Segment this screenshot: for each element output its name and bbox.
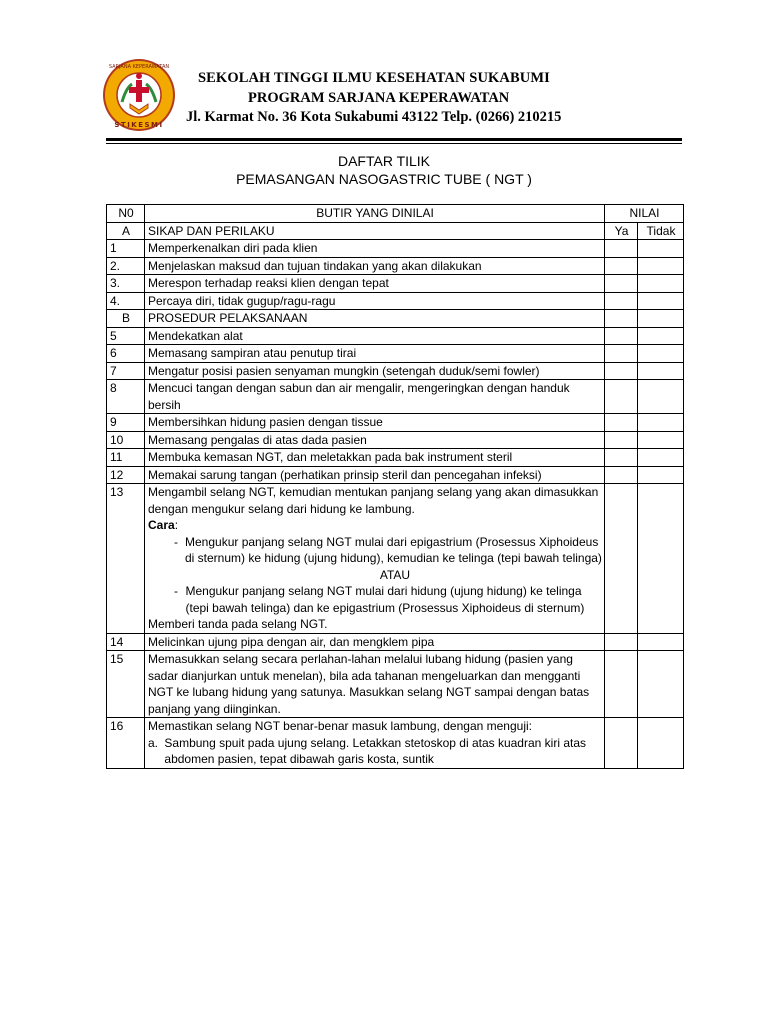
col-header-nilai: NILAI (605, 205, 684, 223)
tidak-cell[interactable] (638, 327, 684, 345)
atau-separator: ATAU (379, 567, 411, 582)
row-number: 13 (107, 484, 145, 634)
tidak-cell[interactable] (638, 257, 684, 275)
col-header-item: BUTIR YANG DINILAI (145, 205, 605, 223)
document-subtitle: PEMASANGAN NASOGASTRIC TUBE ( NGT ) (236, 171, 532, 187)
row-number: 7 (107, 362, 145, 380)
svg-text:STIKESMI: STIKESMI (114, 121, 164, 129)
table-row (107, 240, 684, 258)
header-rule-thick (106, 138, 682, 141)
col-header-ya: Ya (605, 222, 638, 240)
ya-cell[interactable] (605, 484, 638, 634)
row-number: 14 (107, 633, 145, 651)
row-number: 6 (107, 345, 145, 363)
tidak-cell[interactable] (638, 633, 684, 651)
tidak-cell[interactable] (638, 240, 684, 258)
row-number: 10 (107, 431, 145, 449)
ya-cell[interactable] (605, 651, 638, 718)
cara-label: Cara (148, 518, 175, 532)
checklist-table (106, 204, 684, 769)
table-header-row (107, 205, 684, 223)
row-text: Mencuci tangan dengan sabun dan air mengalir, mengeringkan dengan handuk bersih (145, 380, 605, 414)
ya-cell[interactable] (605, 718, 638, 769)
table-row (107, 345, 684, 363)
tidak-cell[interactable] (638, 431, 684, 449)
program-name: PROGRAM SARJANA KEPERAWATAN (248, 90, 510, 106)
table-row (107, 292, 684, 310)
table-row (107, 633, 684, 651)
tidak-cell[interactable] (638, 380, 684, 414)
tidak-cell[interactable] (638, 275, 684, 293)
document-title: DAFTAR TILIK (337, 153, 431, 169)
cara-line (148, 517, 602, 534)
col-header-no: N0 (107, 205, 145, 223)
ya-cell[interactable] (605, 633, 638, 651)
table-row (107, 431, 684, 449)
institution-address: Jl. Karmat No. 36 Kota Sukabumi 43122 Telp. (0266) 210215 (186, 109, 562, 125)
row-text-13 (145, 484, 605, 634)
section-label: PROSEDUR PELAKSANAAN (145, 310, 605, 328)
institution-name: SEKOLAH TINGGI ILMU KESEHATAN SUKABUMI (198, 70, 550, 86)
section-code: A (107, 222, 145, 240)
measure-option-2 (148, 583, 602, 616)
row-number: 5 (107, 327, 145, 345)
ya-cell[interactable] (605, 240, 638, 258)
row-number: 9 (107, 414, 145, 432)
tidak-cell[interactable] (638, 292, 684, 310)
section-label: SIKAP DAN PERILAKU (145, 222, 605, 240)
row-16-intro: Memastikan selang NGT benar-benar masuk lambung, dengan menguji: (148, 719, 532, 733)
row-text: Memasang pengalas di atas dada pasien (145, 431, 605, 449)
row-text: Mengatur posisi pasien senyaman mungkin (setengah duduk/semi fowler) (145, 362, 605, 380)
sub-item-marker: a. (148, 735, 159, 750)
table-row (107, 484, 684, 634)
table-row (107, 275, 684, 293)
tidak-cell[interactable] (638, 651, 684, 718)
cara-colon: : (174, 518, 179, 532)
row-number: 3. (107, 275, 145, 293)
option-text: Mengukur panjang selang NGT mulai dari hidung (ujung hidung) ke telinga (tepi bawah telinga) dan ke epigastrium (Prosessus Xiphoideus di sternum) (185, 584, 585, 615)
table-row (107, 257, 684, 275)
table-row (107, 380, 684, 414)
dash-marker: - (174, 534, 178, 549)
ya-cell[interactable] (605, 292, 638, 310)
row-number: 16 (107, 718, 145, 769)
tidak-cell[interactable] (638, 362, 684, 380)
tidak-cell[interactable] (638, 484, 684, 634)
sub-item-text: Sambung spuit pada ujung selang. Letakkan stetoskop di atas kuadran kiri atas abdomen pasien, tepat dibawah garis kosta, suntik (164, 735, 586, 766)
row-number: 12 (107, 466, 145, 484)
tidak-cell (638, 310, 684, 328)
ya-cell[interactable] (605, 345, 638, 363)
ya-cell[interactable] (605, 275, 638, 293)
ya-cell[interactable] (605, 380, 638, 414)
ya-cell (605, 310, 638, 328)
row-13-intro: Mengambil selang NGT, kemudian mentukan panjang selang yang akan dimasukkan dengan mengukur selang dari hidung ke lambung. (148, 485, 599, 516)
sub-item-a (148, 735, 602, 768)
svg-text:SARJANA KEPERAWATAN: SARJANA KEPERAWATAN (108, 64, 170, 70)
row-text: Merespon terhadap reaksi klien dengan tepat (145, 275, 605, 293)
row-13-closing: Memberi tanda pada selang NGT. (148, 617, 328, 631)
ya-cell[interactable] (605, 414, 638, 432)
row-text: Memasukkan selang secara perlahan-lahan melalui lubang hidung (pasien yang sadar dianjurkan untuk menelan), bila ada tahanan mengeluarkan dan mengganti NGT ke lubang hidung yang satunya. Masukkan selang NGT sampai dengan batas panjang yang diinginkan. (145, 651, 605, 718)
ya-cell[interactable] (605, 257, 638, 275)
tidak-cell[interactable] (638, 414, 684, 432)
ya-cell[interactable] (605, 431, 638, 449)
institution-seal-icon (102, 58, 176, 132)
row-number: 8 (107, 380, 145, 414)
row-text: Percaya diri, tidak gugup/ragu-ragu (145, 292, 605, 310)
option-text: Mengukur panjang selang NGT mulai dari epigastrium (Prosessus Xiphoideus di sternum) ke hidung (ujung hidung), kemudian ke telinga (tepi bawah telinga) (185, 534, 602, 565)
section-row-a (107, 222, 684, 240)
row-number: 1 (107, 240, 145, 258)
dash-marker: - (174, 584, 178, 598)
row-text: Memasang sampiran atau penutup tirai (145, 345, 605, 363)
ya-cell[interactable] (605, 327, 638, 345)
row-number: 11 (107, 449, 145, 467)
tidak-cell[interactable] (638, 345, 684, 363)
table-row (107, 362, 684, 380)
row-text: Membuka kemasan NGT, dan meletakkan pada bak instrument steril (145, 449, 605, 467)
ya-cell[interactable] (605, 449, 638, 467)
row-number: 4. (107, 292, 145, 310)
table-row (107, 414, 684, 432)
table-row (107, 718, 684, 769)
letterhead (0, 52, 768, 132)
row-text: Membersihkan hidung pasien dengan tissue (145, 414, 605, 432)
row-text-16 (145, 718, 605, 769)
row-text: Memakai sarung tangan (perhatikan prinsip steril dan pencegahan infeksi) (145, 466, 605, 484)
row-text: Menjelaskan maksud dan tujuan tindakan yang akan dilakukan (145, 257, 605, 275)
section-row-b (107, 310, 684, 328)
row-text: Melicinkan ujung pipa dengan air, dan mengklem pipa (145, 633, 605, 651)
col-header-tidak: Tidak (638, 222, 684, 240)
row-text: Memperkenalkan diri pada klien (145, 240, 605, 258)
row-number: 2. (107, 257, 145, 275)
row-number: 15 (107, 651, 145, 718)
ya-cell[interactable] (605, 362, 638, 380)
tidak-cell[interactable] (638, 449, 684, 467)
table-row (107, 466, 684, 484)
measure-option-1 (148, 534, 602, 567)
header-rule-thin (106, 143, 682, 144)
row-text: Mendekatkan alat (145, 327, 605, 345)
tidak-cell[interactable] (638, 466, 684, 484)
ya-cell[interactable] (605, 466, 638, 484)
section-code: B (107, 310, 145, 328)
table-row (107, 327, 684, 345)
table-row (107, 651, 684, 718)
table-row (107, 449, 684, 467)
tidak-cell[interactable] (638, 718, 684, 769)
